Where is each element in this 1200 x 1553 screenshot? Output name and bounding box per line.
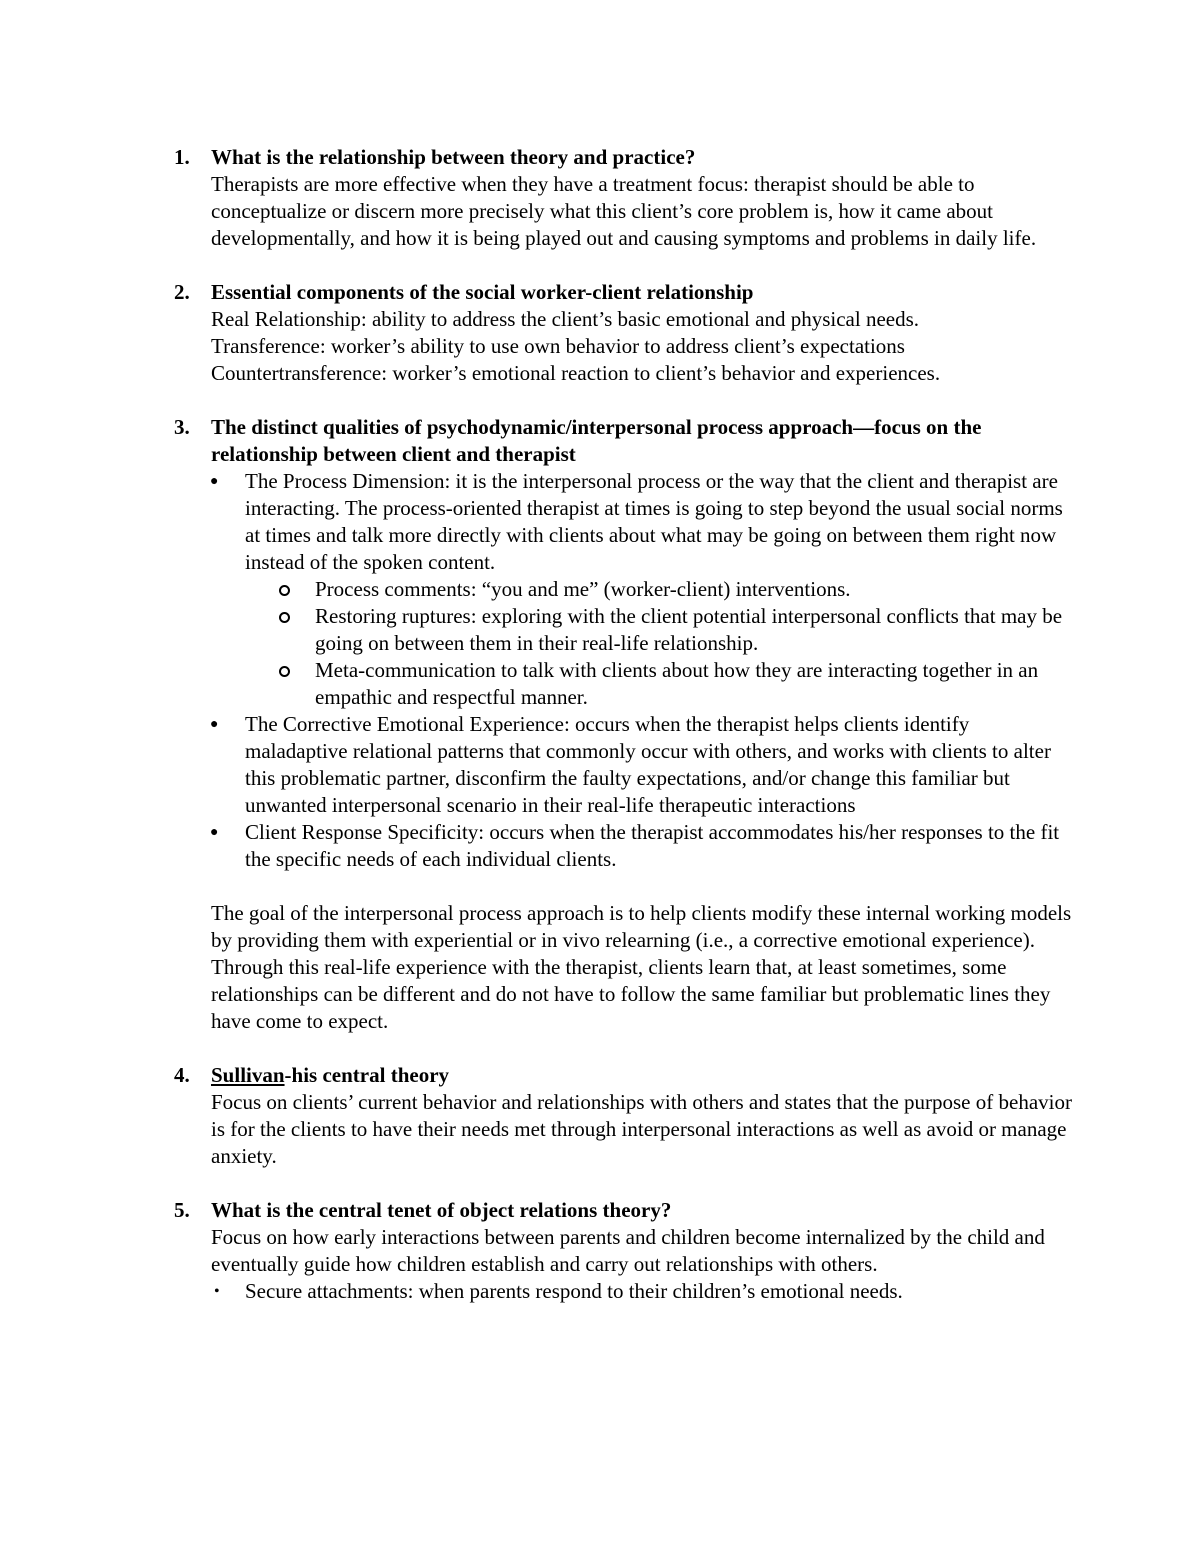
question-title: The distinct qualities of psychodynamic/interpersonal process approach—focus on the relationship between client and therapist [211, 415, 982, 466]
question-number: 2. [174, 280, 190, 304]
answer-line: Countertransference: worker’s emotional reaction to client’s behavior and experiences. [211, 361, 941, 385]
hollow-circle-bullet-icon [279, 585, 290, 596]
sub-list-item-text: Restoring ruptures: exploring with the client potential interpersonal conflicts that may be going on between them in their real-life relationship. [315, 604, 1063, 655]
closing-paragraph: The goal of the interpersonal process approach is to help clients modify these internal working models by providing them with experiential or in vivo relearning (i.e., a corrective emotional experience). Through this real-life experience with the therapist, clients learn that, at least sometimes, some relationships can be different and do not have to follow the same familiar but problematic lines they have come to expect. [211, 901, 1072, 1033]
hollow-circle-bullet-icon [279, 666, 290, 677]
question-number: 3. [174, 415, 190, 439]
bullet-icon: ● [210, 825, 219, 840]
answer-text: Therapists are more effective when they have a treatment focus: therapist should be able to conceptualize or discern more precisely what this client’s core problem is, how it came about developmentally, and how it is being played out and causing symptoms and problems in daily life. [211, 172, 1037, 250]
answer-line: Real Relationship: ability to address the client’s basic emotional and physical needs. [211, 307, 920, 331]
bullet-list [174, 468, 1074, 873]
bullet-list [174, 1278, 1074, 1305]
sub-list-item [245, 657, 1074, 711]
sub-list-item-text: Process comments: “you and me” (worker-client) interventions. [315, 577, 851, 601]
answer-text: Focus on clients’ current behavior and relationships with others and states that the purpose of behavior is for the clients to have their needs met through interpersonal interactions as well as avoid or manage anxiety. [211, 1090, 1072, 1168]
hollow-circle-bullet-icon [279, 612, 290, 623]
underlined-name: Sullivan [211, 1063, 285, 1087]
list-item [174, 468, 1074, 711]
answer-line: Transference: worker’s ability to use own behavior to address client’s expectations [211, 334, 905, 358]
list-item-text: The Corrective Emotional Experience: occurs when the therapist helps clients identify maladaptive relational patterns that commonly occur with others, and works with clients to alter this problematic partner, disconfirm the faulty expectations, and/or change this familiar but unwanted interpersonal scenario in their real-life therapeutic interactions [245, 712, 1051, 817]
question-title: What is the relationship between theory and practice? [211, 145, 696, 169]
document-content [174, 144, 1074, 1332]
question-3 [174, 414, 1074, 1035]
question-title [211, 1062, 1074, 1089]
list-item-text: Client Response Specificity: occurs when the therapist accommodates his/her responses to the fit the specific needs of each individual clients. [245, 820, 1060, 871]
bullet-icon: ● [210, 474, 219, 489]
list-item [174, 819, 1074, 873]
sub-list-item [245, 576, 1074, 603]
question-title-rest: -his central theory [284, 1063, 450, 1087]
list-item-text: The Process Dimension: it is the interpersonal process or the way that the client and therapist are interacting. The process-oriented therapist at times is going to step beyond the usual social norms at times and talk more directly with clients about what may be going on between them right now instead of the spoken content. [245, 469, 1063, 574]
question-number: 4. [174, 1063, 190, 1087]
question-1 [174, 144, 1074, 252]
question-number: 5. [174, 1198, 190, 1222]
question-number: 1. [174, 145, 190, 169]
list-item [174, 711, 1074, 819]
list-item-text: Secure attachments: when parents respond to their children’s emotional needs. [245, 1279, 903, 1303]
bullet-icon: • [214, 1283, 220, 1300]
sub-list [245, 576, 1074, 711]
sub-list-item-text: Meta-communication to talk with clients about how they are interacting together in an empathic and respectful manner. [315, 658, 1039, 709]
bullet-icon: ● [210, 717, 219, 732]
question-title: What is the central tenet of object relations theory? [211, 1198, 672, 1222]
answer-text: Focus on how early interactions between parents and children become internalized by the child and eventually guide how children establish and carry out relationships with others. [211, 1225, 1045, 1276]
question-title: Essential components of the social worker-client relationship [211, 280, 754, 304]
question-4 [174, 1062, 1074, 1170]
list-item [174, 1278, 1074, 1305]
sub-list-item [245, 603, 1074, 657]
question-2 [174, 279, 1074, 387]
question-5 [174, 1197, 1074, 1305]
